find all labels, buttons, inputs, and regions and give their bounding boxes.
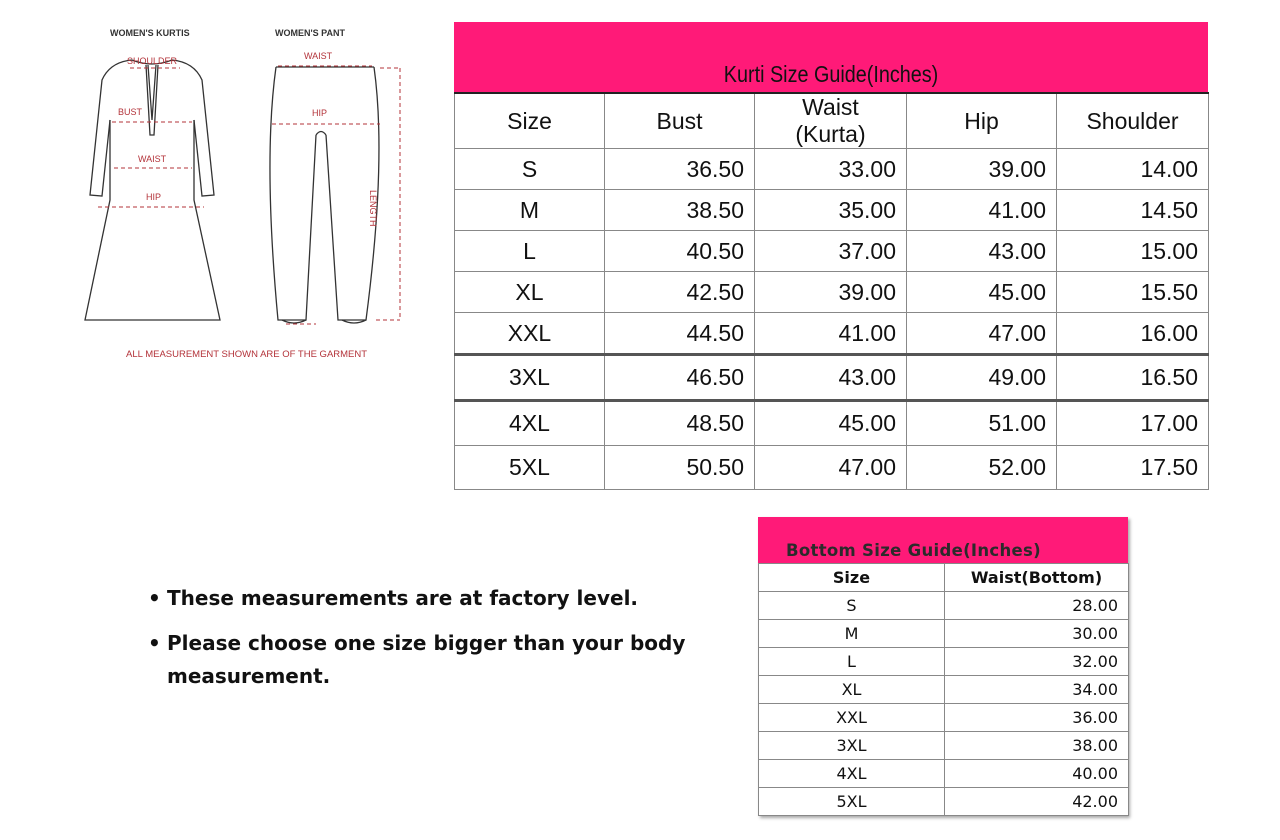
waist-cell: 38.00: [945, 732, 1129, 760]
shoulder-cell: 16.00: [1057, 313, 1209, 355]
table-row: [759, 648, 1129, 676]
shoulder-cell: 17.50: [1057, 446, 1209, 490]
kurti-header-row: [455, 93, 1209, 149]
kurti-col-shoulder: Shoulder: [1057, 93, 1209, 149]
table-row: [455, 272, 1209, 313]
kurti-size-table: [454, 92, 1209, 490]
shoulder-cell: 17.00: [1057, 401, 1209, 446]
hip-cell: 51.00: [907, 401, 1057, 446]
waist-cell: 39.00: [755, 272, 907, 313]
table-row: [759, 704, 1129, 732]
kurti-table-header-band: [454, 22, 1208, 92]
table-row: [455, 190, 1209, 231]
waist-cell: 35.00: [755, 190, 907, 231]
hip-cell: 52.00: [907, 446, 1057, 490]
bust-cell: 50.50: [605, 446, 755, 490]
waist-cell: 30.00: [945, 620, 1129, 648]
pant-hip-label: HIP: [312, 108, 328, 118]
table-row: [759, 788, 1129, 816]
bust-label: BUST: [118, 107, 143, 117]
shoulder-cell: 15.00: [1057, 231, 1209, 272]
hip-cell: 39.00: [907, 149, 1057, 190]
bust-cell: 38.50: [605, 190, 755, 231]
hip-label: HIP: [146, 192, 162, 202]
size-cell: 3XL: [455, 355, 605, 401]
table-row: [455, 355, 1209, 401]
waist-cell: 34.00: [945, 676, 1129, 704]
measurement-notes: [148, 582, 708, 705]
size-cell: M: [759, 620, 945, 648]
size-cell: XXL: [455, 313, 605, 355]
size-cell: S: [759, 592, 945, 620]
bullet-icon: •: [148, 631, 161, 655]
kurti-col-size: Size: [455, 93, 605, 149]
kurti-col-bust: Bust: [605, 93, 755, 149]
waist-cell: 28.00: [945, 592, 1129, 620]
bottom-col-size: Size: [759, 564, 945, 592]
hip-cell: 45.00: [907, 272, 1057, 313]
bottom-size-guide: [758, 517, 1128, 816]
size-cell: XXL: [759, 704, 945, 732]
size-cell: L: [455, 231, 605, 272]
kurti-col-hip: Hip: [907, 93, 1057, 149]
note-item: [148, 627, 708, 693]
waist-cell: 41.00: [755, 313, 907, 355]
bust-cell: 44.50: [605, 313, 755, 355]
size-cell: 4XL: [455, 401, 605, 446]
bust-cell: 46.50: [605, 355, 755, 401]
kurti-table-title: Kurti Size Guide(Inches): [723, 61, 939, 87]
table-row: [759, 760, 1129, 788]
hip-cell: 43.00: [907, 231, 1057, 272]
waist-cell: 32.00: [945, 648, 1129, 676]
shoulder-cell: 14.50: [1057, 190, 1209, 231]
waist-cell: 36.00: [945, 704, 1129, 732]
note-text: These measurements are at factory level.: [167, 586, 639, 610]
waist-cell: 45.00: [755, 401, 907, 446]
size-cell: 5XL: [455, 446, 605, 490]
table-row: [759, 592, 1129, 620]
bottom-table-title: Bottom Size Guide(Inches): [786, 541, 1041, 560]
hip-cell: 49.00: [907, 355, 1057, 401]
kurti-diagram-title: WOMEN'S KURTIS: [110, 28, 190, 38]
size-cell: 3XL: [759, 732, 945, 760]
waist-cell: 47.00: [755, 446, 907, 490]
table-row: [759, 676, 1129, 704]
pant-waist-label: WAIST: [304, 51, 333, 61]
waist-cell: 43.00: [755, 355, 907, 401]
shoulder-cell: 15.50: [1057, 272, 1209, 313]
size-cell: XL: [759, 676, 945, 704]
hip-cell: 41.00: [907, 190, 1057, 231]
hip-cell: 47.00: [907, 313, 1057, 355]
bust-cell: 48.50: [605, 401, 755, 446]
garment-measurement-note: ALL MEASUREMENT SHOWN ARE OF THE GARMENT: [126, 349, 368, 360]
bottom-col-waist: Waist(Bottom): [945, 564, 1129, 592]
bust-cell: 40.50: [605, 231, 755, 272]
waist-cell: 37.00: [755, 231, 907, 272]
table-row: [759, 620, 1129, 648]
shoulder-cell: 14.00: [1057, 149, 1209, 190]
pant-diagram-title: WOMEN'S PANT: [275, 28, 345, 38]
table-row: [455, 313, 1209, 355]
size-cell: XL: [455, 272, 605, 313]
kurti-size-guide: [454, 22, 1208, 490]
size-cell: 4XL: [759, 760, 945, 788]
bust-cell: 42.50: [605, 272, 755, 313]
note-text: Please choose one size bigger than your body measurement.: [167, 631, 686, 688]
table-row: [455, 401, 1209, 446]
waist-cell: 33.00: [755, 149, 907, 190]
table-row: [455, 231, 1209, 272]
shoulder-cell: 16.50: [1057, 355, 1209, 401]
size-cell: 5XL: [759, 788, 945, 816]
shoulder-label: SHOULDER: [127, 56, 178, 66]
waist-label: WAIST: [138, 154, 167, 164]
waist-cell: 40.00: [945, 760, 1129, 788]
bottom-table-header-band: [758, 517, 1128, 563]
size-cell: M: [455, 190, 605, 231]
table-row: [759, 732, 1129, 760]
size-cell: S: [455, 149, 605, 190]
table-row: [455, 446, 1209, 490]
bottom-header-row: [759, 564, 1129, 592]
garment-diagram: [80, 20, 420, 370]
bust-cell: 36.50: [605, 149, 755, 190]
waist-cell: 42.00: [945, 788, 1129, 816]
size-cell: L: [759, 648, 945, 676]
kurti-col-waist: Waist (Kurta): [755, 93, 907, 149]
table-row: [455, 149, 1209, 190]
bullet-icon: •: [148, 586, 161, 610]
length-label: LENGTH: [368, 190, 378, 227]
bottom-size-table: [758, 563, 1129, 816]
note-item: [148, 582, 708, 615]
